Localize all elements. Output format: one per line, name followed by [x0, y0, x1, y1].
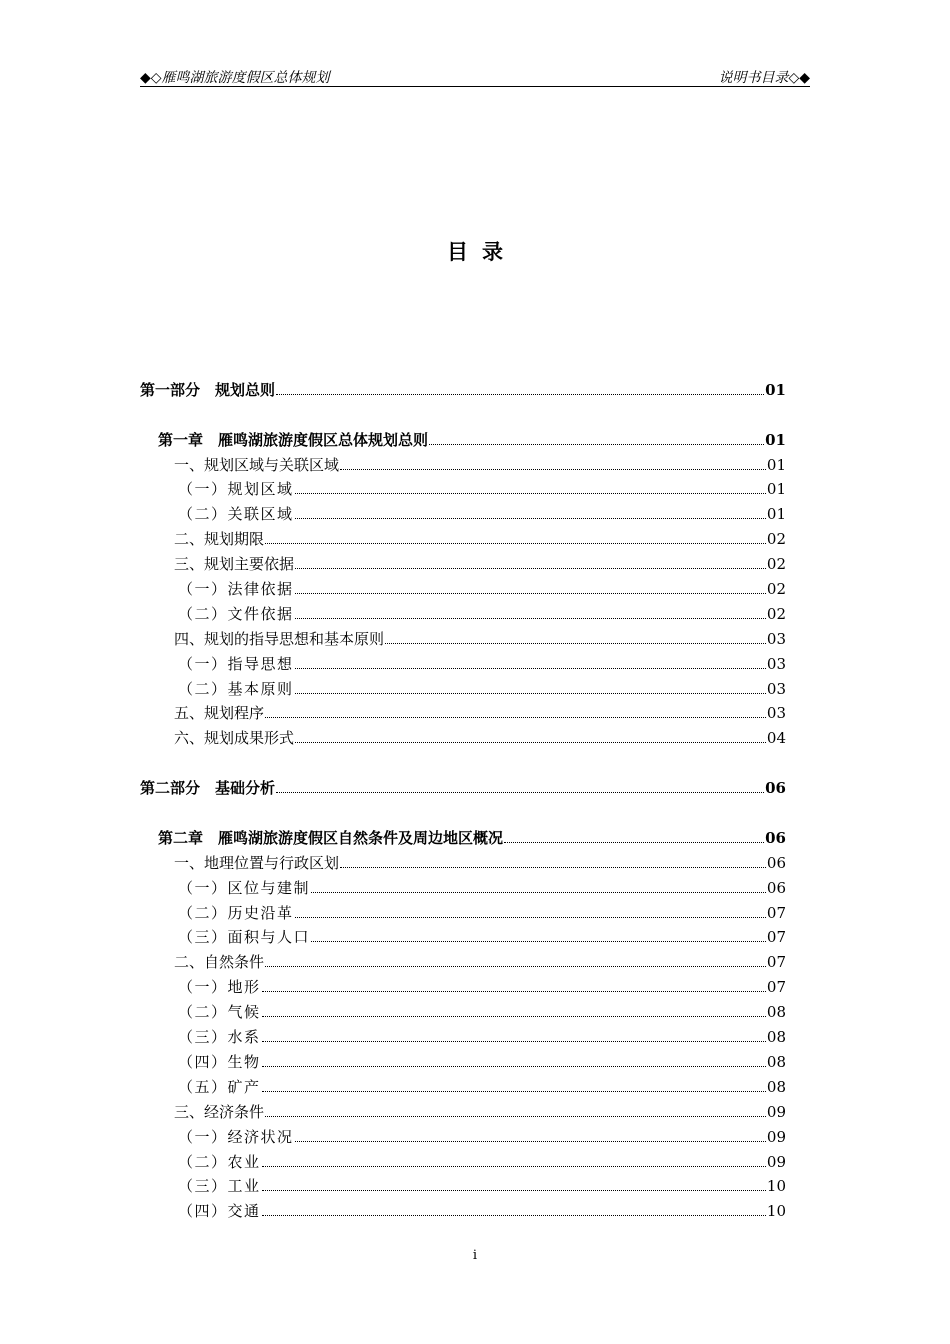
toc-entry-page-number: 03 — [766, 704, 786, 723]
toc-entry-label: （一）规划区域 — [178, 480, 294, 499]
toc-entry-label: （五）矿产 — [178, 1077, 261, 1096]
toc-entry-page-number: 02 — [766, 580, 786, 599]
toc-entry-label: （三）面积与人口 — [178, 928, 311, 947]
toc-dot-leader — [262, 1041, 766, 1042]
toc-dot-leader — [340, 867, 766, 868]
toc-entry-sub[interactable] — [140, 573, 786, 598]
toc-entry-page-number: 03 — [766, 679, 786, 698]
toc-dot-leader — [504, 842, 764, 843]
toc-entry-page-number: 08 — [766, 1077, 786, 1096]
page-number: i — [472, 1248, 478, 1263]
toc-entry-label: 第一章 雁鸣湖旅游度假区总体规划总则 — [158, 430, 429, 449]
toc-dot-leader — [295, 917, 766, 918]
toc-entry-sub[interactable] — [140, 1046, 786, 1071]
toc-dot-leader — [311, 892, 766, 893]
toc-entry-label: （三）工业 — [178, 1177, 261, 1196]
toc-entry-page-number: 07 — [766, 928, 786, 947]
toc-entry-label: （二）历史沿革 — [178, 903, 294, 922]
toc-entry-page-number: 02 — [766, 530, 786, 549]
toc-entry-page-number: 01 — [766, 505, 786, 524]
toc-entry-sec[interactable] — [140, 698, 786, 723]
toc-entry-sec[interactable] — [140, 548, 786, 573]
toc-entry-page-number: 01 — [765, 380, 786, 399]
toc-entry-page-number: 08 — [766, 1003, 786, 1022]
toc-dot-leader — [265, 966, 766, 967]
toc-entry-label: （四）交通 — [178, 1202, 261, 1221]
toc-entry-label: （二）文件依据 — [178, 604, 294, 623]
toc-entry-sub[interactable] — [140, 1021, 786, 1046]
toc-entry-label: 六、规划成果形式 — [174, 729, 295, 748]
toc-entry-sub[interactable] — [140, 996, 786, 1021]
toc-entry-page-number: 06 — [766, 878, 786, 897]
toc-entry-label: 一、规划区域与关联区域 — [174, 455, 340, 474]
toc-dot-leader — [276, 394, 764, 395]
toc-entry-label: （二）基本原则 — [178, 679, 294, 698]
toc-dot-leader — [340, 469, 766, 470]
toc-entry-label: （一）法律依据 — [178, 580, 294, 599]
toc-entry-label: 五、规划程序 — [174, 704, 265, 723]
toc-entry-page-number: 06 — [765, 779, 786, 798]
toc-entry-label: 二、规划期限 — [174, 530, 265, 549]
toc-entry-chap[interactable] — [140, 822, 786, 847]
toc-entry-sec[interactable] — [140, 1096, 786, 1121]
toc-dot-leader — [295, 493, 766, 494]
toc-entry-sec[interactable] — [140, 722, 786, 747]
toc-dot-leader — [262, 1215, 766, 1216]
toc-entry-page-number: 01 — [765, 430, 786, 449]
toc-dot-leader — [295, 668, 766, 669]
toc-entry-page-number: 07 — [766, 953, 786, 972]
toc-entry-label: 第一部分 规划总则 — [140, 380, 276, 399]
toc-entry-sub[interactable] — [140, 897, 786, 922]
toc-dot-leader — [385, 643, 766, 644]
toc-dot-leader — [262, 1091, 766, 1092]
toc-dot-leader — [295, 1141, 766, 1142]
toc-entry-label: 三、经济条件 — [174, 1102, 265, 1121]
toc-entry-sec[interactable] — [140, 449, 786, 474]
toc-entry-chap[interactable] — [140, 424, 786, 449]
toc-entry-label: 四、规划的指导思想和基本原则 — [174, 629, 385, 648]
toc-dot-leader — [311, 941, 766, 942]
toc-entry-sub[interactable] — [140, 598, 786, 623]
toc-dot-leader — [262, 991, 766, 992]
toc-entry-label: 第二章 雁鸣湖旅游度假区自然条件及周边地区概况 — [158, 828, 504, 847]
toc-dot-leader — [276, 792, 764, 793]
toc-entry-page-number: 07 — [766, 978, 786, 997]
toc-entry-page-number: 04 — [766, 729, 786, 748]
toc-entry-sec[interactable] — [140, 623, 786, 648]
toc-entry-sub[interactable] — [140, 1121, 786, 1146]
toc-dot-leader — [265, 717, 766, 718]
toc-entry-sub[interactable] — [140, 648, 786, 673]
toc-dot-leader — [295, 568, 766, 569]
toc-entry-page-number: 01 — [766, 480, 786, 499]
page-title: 目录 — [447, 239, 517, 264]
toc-entry-page-number: 03 — [766, 654, 786, 673]
toc-entry-label: （四）生物 — [178, 1052, 261, 1071]
toc-dot-leader — [295, 518, 766, 519]
toc-entry-page-number: 01 — [766, 455, 786, 474]
toc-entry-label: （一）指导思想 — [178, 654, 294, 673]
toc-entry-sub[interactable] — [140, 1195, 786, 1220]
toc-entry-sub[interactable] — [140, 971, 786, 996]
toc-entry-label: 二、自然条件 — [174, 953, 265, 972]
toc-entry-part[interactable] — [140, 374, 786, 399]
toc-entry-page-number: 03 — [766, 629, 786, 648]
toc-entry-page-number: 09 — [766, 1152, 786, 1171]
toc-dot-leader — [262, 1066, 766, 1067]
toc-entry-sub[interactable] — [140, 673, 786, 698]
header-document-title: ◆◇雁鸣湖旅游度假区总体规划 — [140, 70, 330, 86]
toc-entry-sub[interactable] — [140, 1171, 786, 1196]
toc-spacer — [140, 747, 786, 772]
toc-entry-part[interactable] — [140, 772, 786, 797]
toc-dot-leader — [262, 1166, 766, 1167]
toc-entry-label: 一、地理位置与行政区划 — [174, 853, 340, 872]
toc-dot-leader — [262, 1016, 766, 1017]
toc-entry-page-number: 02 — [766, 604, 786, 623]
toc-dot-leader — [265, 1116, 766, 1117]
toc-entry-page-number: 09 — [766, 1127, 786, 1146]
toc-entry-sub[interactable] — [140, 872, 786, 897]
toc-entry-sec[interactable] — [140, 523, 786, 548]
toc-entry-page-number: 06 — [766, 853, 786, 872]
toc-entry-page-number: 08 — [766, 1028, 786, 1047]
toc-entry-page-number: 09 — [766, 1102, 786, 1121]
toc-entry-sec[interactable] — [140, 946, 786, 971]
toc-entry-sub[interactable] — [140, 498, 786, 523]
toc-entry-sub[interactable] — [140, 922, 786, 947]
toc-entry-sub[interactable] — [140, 474, 786, 499]
toc-entry-page-number: 07 — [766, 903, 786, 922]
toc-dot-leader — [295, 593, 766, 594]
toc-entry-label: （三）水系 — [178, 1028, 261, 1047]
toc-entry-page-number: 10 — [766, 1177, 786, 1196]
toc-dot-leader — [295, 618, 766, 619]
toc-dot-leader — [295, 742, 766, 743]
toc-spacer — [140, 399, 786, 424]
toc-spacer — [140, 797, 786, 822]
header-section-name: 说明书目录◇◆ — [718, 70, 810, 86]
table-of-contents — [140, 374, 786, 1220]
toc-entry-page-number: 02 — [766, 555, 786, 574]
toc-entry-label: （二）农业 — [178, 1152, 261, 1171]
toc-entry-page-number: 08 — [766, 1052, 786, 1071]
toc-dot-leader — [265, 543, 766, 544]
toc-entry-page-number: 06 — [765, 828, 786, 847]
toc-dot-leader — [295, 693, 766, 694]
toc-entry-sec[interactable] — [140, 847, 786, 872]
toc-entry-label: （一）区位与建制 — [178, 878, 311, 897]
toc-entry-sub[interactable] — [140, 1146, 786, 1171]
toc-entry-label: （二）气候 — [178, 1003, 261, 1022]
toc-entry-label: 第二部分 基础分析 — [140, 779, 276, 798]
page-header — [140, 66, 810, 87]
toc-entry-label: （一）经济状况 — [178, 1127, 294, 1146]
toc-entry-label: （二）关联区域 — [178, 505, 294, 524]
toc-entry-label: 三、规划主要依据 — [174, 555, 295, 574]
toc-entry-sub[interactable] — [140, 1071, 786, 1096]
toc-entry-page-number: 10 — [766, 1202, 786, 1221]
toc-entry-label: （一）地形 — [178, 978, 261, 997]
toc-dot-leader — [262, 1190, 766, 1191]
toc-dot-leader — [429, 444, 764, 445]
